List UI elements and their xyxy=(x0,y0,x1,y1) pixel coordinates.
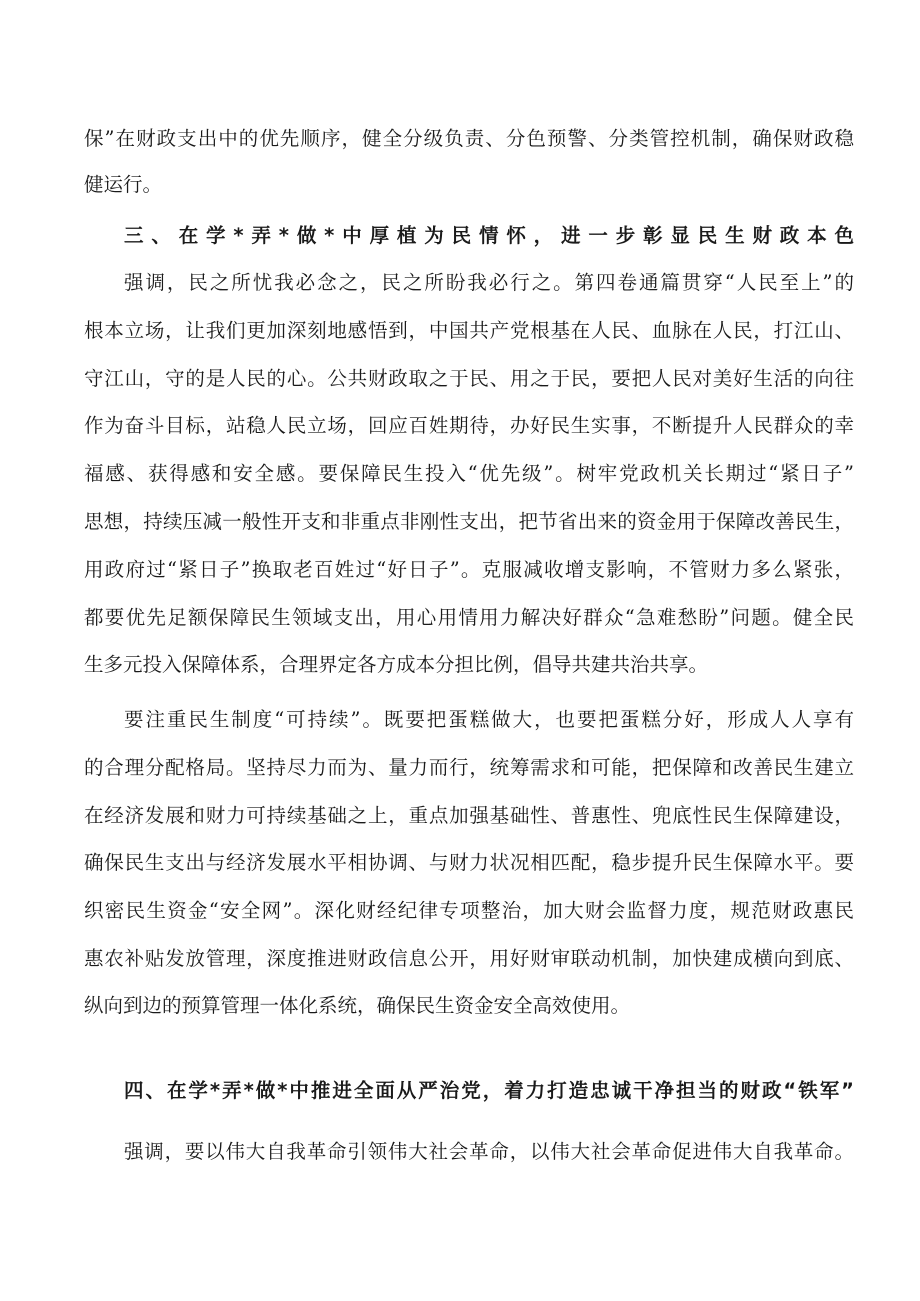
section-heading-3: 三、在学*弄*做*中厚植为民情怀，进一步彰显民生财政本色 xyxy=(124,224,854,247)
paragraph-line: 强调，要以伟大自我革命引领伟大社会革命，以伟大社会革命促进伟大自我革命。 xyxy=(124,1140,854,1163)
paragraph-line: 都要优先足额保障民生领域支出，用心用情用力解决好群众“急难愁盼”问题。健全民 xyxy=(84,606,854,629)
paragraph-line: 福感、获得感和安全感。要保障民生投入“优先级”。树牢党政机关长期过“紧日子” xyxy=(84,462,854,485)
paragraph-line: 思想，持续压减一般性开支和非重点非刚性支出，把节省出来的资金用于保障改善民生， xyxy=(84,510,854,533)
paragraph-line: 根本立场，让我们更加深刻地感悟到，中国共产党根基在人民、血脉在人民，打江山、 xyxy=(84,319,854,342)
paragraph-line: 纵向到边的预算管理一体化系统，确保民生资金安全高效使用。 xyxy=(84,994,631,1017)
paragraph-line: 要注重民生制度“可持续”。既要把蛋糕做大，也要把蛋糕分好，形成人人享有 xyxy=(124,708,854,731)
paragraph-line: 保”在财政支出中的优先顺序，健全分级负责、分色预警、分类管控机制，确保财政稳 xyxy=(84,127,854,150)
paragraph-line: 在经济发展和财力可持续基础之上，重点加强基础性、普惠性、兜底性民生保障建设， xyxy=(84,804,854,827)
section-heading-4: 四、在学*弄*做*中推进全面从严治党，着力打造忠诚干净担当的财政“铁军” xyxy=(124,1079,854,1102)
paragraph-line: 守江山，守的是人民的心。公共财政取之于民、用之于民，要把人民对美好生活的向往 xyxy=(84,367,854,390)
paragraph-line: 生多元投入保障体系，合理界定各方成本分担比例，倡导共建共治共享。 xyxy=(84,653,709,676)
paragraph-line: 强调，民之所忧我必念之，民之所盼我必行之。第四卷通篇贯穿“人民至上”的 xyxy=(124,271,854,294)
paragraph-line: 确保民生支出与经济发展水平相协调、与财力状况相匹配，稳步提升民生保障水平。要 xyxy=(84,851,854,874)
paragraph-line: 惠农补贴发放管理，深度推进财政信息公开，用好财审联动机制，加快建成横向到底、 xyxy=(84,947,854,970)
paragraph-line: 的合理分配格局。坚持尽力而为、量力而行，统筹需求和可能，把保障和改善民生建立 xyxy=(84,756,854,779)
paragraph-line: 织密民生资金“安全网”。深化财经纪律专项整治，加大财会监督力度，规范财政惠民 xyxy=(84,899,854,922)
paragraph-line: 用政府过“紧日子”换取老百姓过“好日子”。克服减收增支影响，不管财力多么紧张， xyxy=(84,558,854,581)
paragraph-line: 健运行。 xyxy=(84,173,163,196)
paragraph-line: 作为奋斗目标，站稳人民立场，回应百姓期待，办好民生实事，不断提升人民群众的幸 xyxy=(84,414,854,437)
